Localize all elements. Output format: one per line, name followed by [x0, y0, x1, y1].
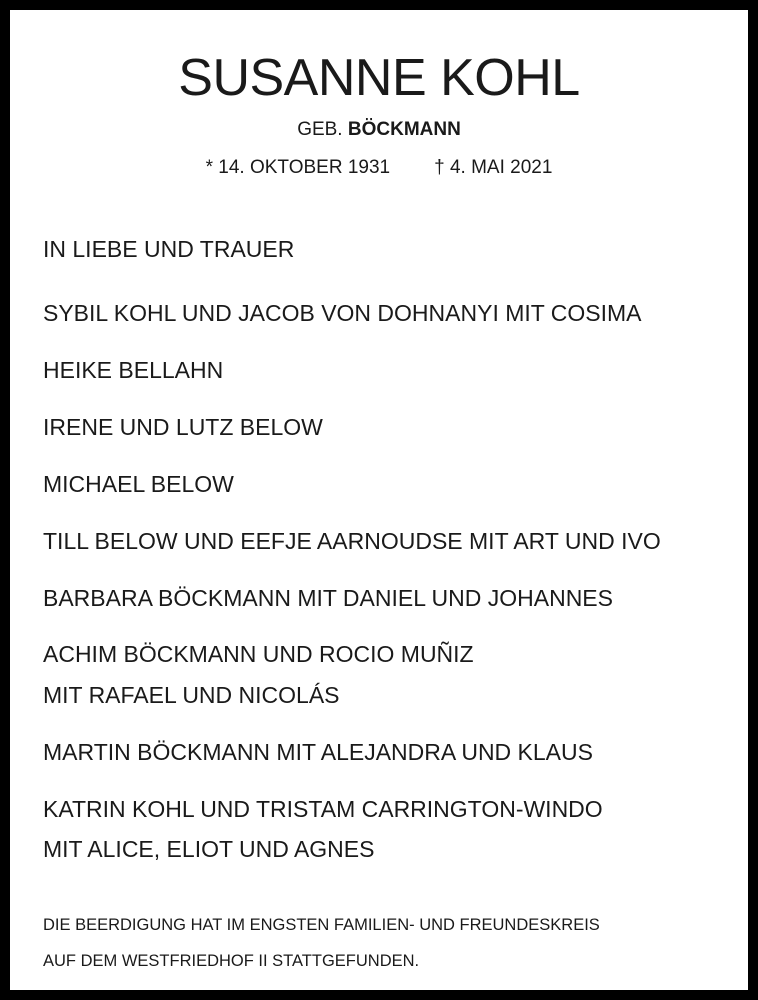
mourner-line: SYBIL KOHL UND JACOB VON DOHNANYI MIT COSIMA	[43, 300, 642, 326]
birth-name-prefix: GEB.	[297, 119, 343, 140]
birth-name-value: BÖCKMANN	[347, 119, 461, 140]
mourner-line-continued: MIT RAFAEL UND NICOLÁS	[43, 682, 340, 708]
burial-note-line: AUF DEM WESTFRIEDHOF II STATTGEFUNDEN.	[43, 952, 420, 970]
mourner-line: TILL BELOW UND EEFJE AARNOUDSE MIT ART UND IVO	[43, 528, 661, 554]
mourner-line: KATRIN KOHL UND TRISTAM CARRINGTON-WINDO	[43, 796, 603, 822]
mourner-line-continued: MIT ALICE, ELIOT UND AGNES	[43, 836, 375, 862]
mourner-line: IRENE UND LUTZ BELOW	[43, 414, 323, 440]
mourner-line: BARBARA BÖCKMANN MIT DANIEL UND JOHANNES	[43, 585, 613, 611]
burial-note-line: DIE BEERDIGUNG HAT IM ENGSTEN FAMILIEN- UND FREUNDESKREIS	[43, 916, 600, 934]
mourner-line: MARTIN BÖCKMANN MIT ALEJANDRA UND KLAUS	[43, 739, 593, 765]
death-date: † 4. MAI 2021	[434, 157, 553, 178]
mourner-line: HEIKE BELLAHN	[43, 357, 224, 383]
mourner-line: ACHIM BÖCKMANN UND ROCIO MUÑIZ	[43, 641, 474, 667]
life-dates	[10, 156, 748, 180]
intro-text: IN LIEBE UND TRAUER	[43, 236, 295, 262]
birth-date: * 14. OKTOBER 1931	[205, 157, 391, 178]
birth-name	[10, 118, 748, 142]
deceased-name: SUSANNE KOHL	[178, 49, 580, 107]
mourner-line: MICHAEL BELOW	[43, 471, 234, 497]
